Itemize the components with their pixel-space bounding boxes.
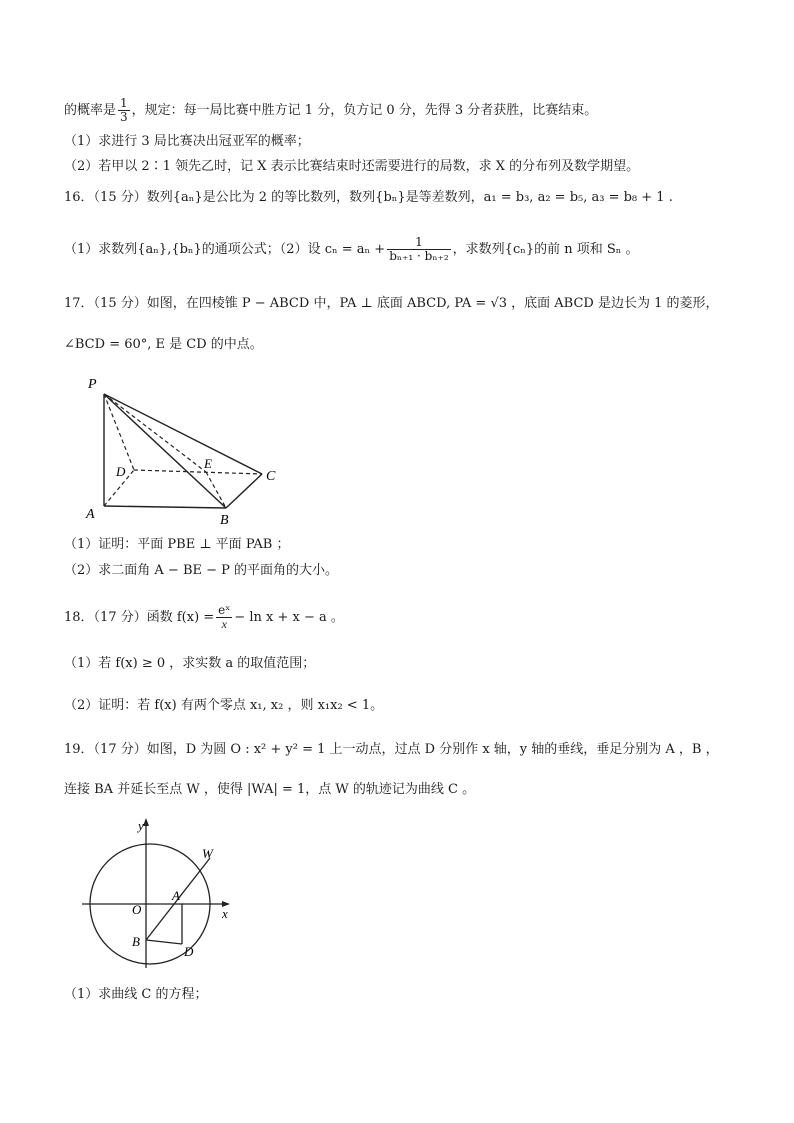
label-O: O: [132, 902, 142, 917]
p15-prefix: 的概率是: [64, 103, 117, 118]
p18-question-1: （1）若 f(x) ≥ 0 ，求实数 a 的取值范围；: [64, 656, 316, 671]
label-x: x: [222, 906, 228, 921]
p15-question-1: （1）求进行 3 局比赛决出冠亚军的概率；: [64, 134, 310, 149]
circle-figure: [78, 814, 238, 974]
p16-fraction: [387, 236, 450, 263]
p19-header: 19．（17 分）如图，D 为圆 O : x² + y² = 1 上一动点，过点 D 分别作 x 轴，y 轴的垂线，垂足分别为 A ，B ，: [64, 742, 719, 757]
p15-text: [64, 97, 597, 124]
p15-question-2: （2）若甲以 2∶1 领先乙时，记 X 表示比赛结束时还需要进行的局数，求 X 的分布列及数学期望。: [64, 159, 640, 174]
p16-q-prefix: （1）求数列{aₙ},{bₙ}的通项公式；（2）设 cₙ = aₙ +: [64, 242, 386, 257]
frac-denominator: 3: [120, 110, 128, 124]
p17-header: 17．（15 分）如图，在四棱锥 P − ABCD 中，PA ⊥ 底面 ABCD, PA = √3 ，底面 ABCD 是边长为 1 的菱形，: [64, 296, 719, 311]
label-W: W: [202, 846, 213, 861]
frac-denominator: x: [221, 617, 227, 631]
p15-fraction: [118, 97, 130, 124]
p17-header-2: ∠BCD = 60°, E 是 CD 的中点。: [64, 337, 263, 352]
p18-question-2: （2）证明：若 f(x) 有两个零点 x₁, x₂ ，则 x₁x₂ < 1。: [64, 698, 384, 713]
frac-numerator: eˣ: [218, 603, 231, 617]
p19-header-2: 连接 BA 并延长至点 W ，使得 |WA| = 1，点 W 的轨迹记为曲线 C 。: [64, 782, 476, 797]
p18-header-post: − ln x + x − a 。: [234, 610, 344, 625]
p18-header-pre: 18．（17 分）函数 f(x) =: [64, 610, 215, 625]
p17-question-1: （1）证明：平面 PBE ⊥ 平面 PAB ；: [64, 537, 290, 552]
label-P: P: [88, 377, 97, 392]
label-B: B: [220, 513, 229, 528]
frac-denominator: bₙ₊₁ · bₙ₊₂: [389, 249, 449, 263]
p19-question-1: （1）求曲线 C 的方程；: [64, 987, 208, 1002]
label-E: E: [204, 456, 212, 471]
p16-questions: [64, 236, 639, 263]
label-C: C: [266, 469, 276, 484]
frac-numerator: 1: [387, 236, 450, 250]
label-A: A: [86, 507, 95, 522]
p16-header: 16．（15 分）数列{aₙ}是公比为 2 的等比数列，数列{bₙ}是等差数列，a₁ = b₃, a₂ = b₅, a₃ = b₈ + 1 .: [64, 190, 673, 205]
label-D: D: [184, 944, 194, 959]
label-A: A: [172, 888, 180, 903]
p15-suffix: ，规定：每一局比赛中胜方记 1 分，负方记 0 分，先得 3 分者获胜，比赛结束。: [131, 103, 598, 118]
label-D: D: [116, 464, 126, 479]
label-y: y: [138, 818, 144, 833]
pyramid-figure: [80, 372, 300, 528]
label-B: B: [132, 934, 140, 949]
p16-q-tail: ，求数列{cₙ}的前 n 项和 Sₙ 。: [452, 242, 639, 257]
p18-header: [64, 604, 344, 631]
p18-fraction: [216, 604, 232, 631]
p17-question-2: （2）求二面角 A − BE − P 的平面角的大小。: [64, 563, 339, 578]
frac-numerator: 1: [120, 96, 128, 110]
